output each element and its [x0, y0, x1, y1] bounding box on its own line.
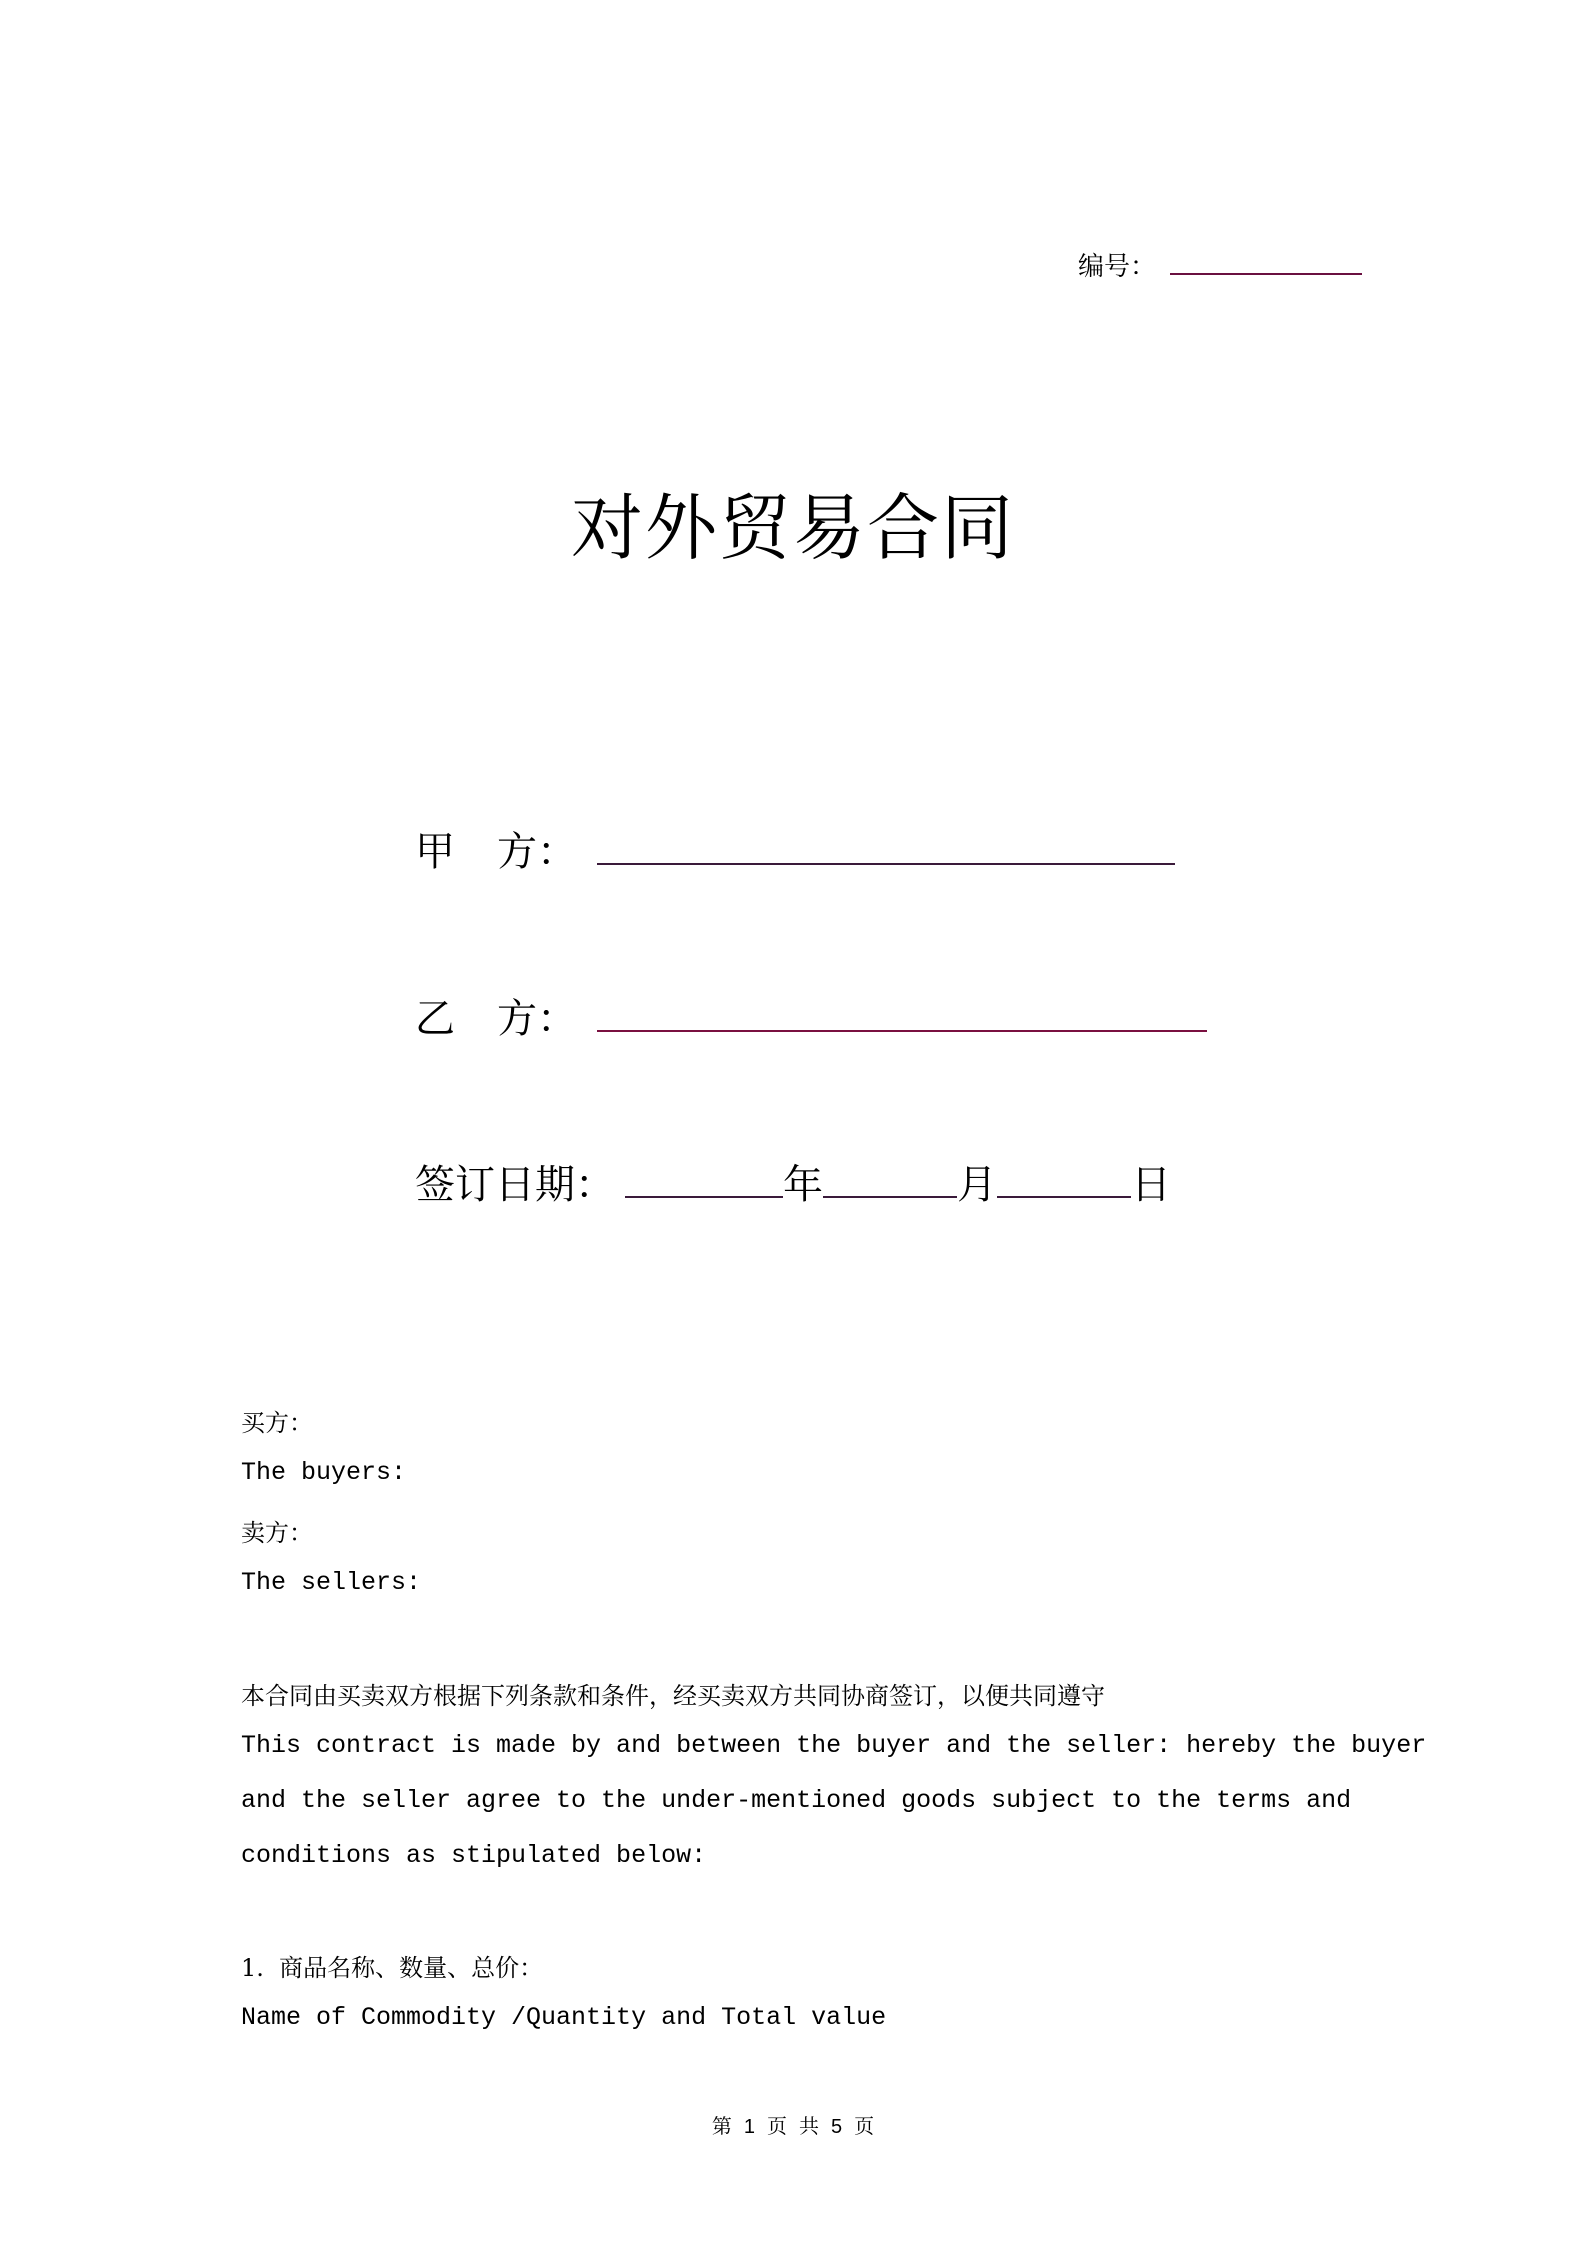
- month-label: 月: [957, 1162, 997, 1208]
- buyer-label-en: The buyers:: [241, 1458, 407, 1487]
- day-blank[interactable]: [997, 1156, 1131, 1198]
- page-prefix: 第: [711, 2116, 732, 2138]
- year-label: 年: [783, 1162, 823, 1208]
- day-label: 日: [1131, 1162, 1171, 1208]
- year-blank[interactable]: [625, 1156, 783, 1198]
- party-b-blank[interactable]: [597, 990, 1207, 1032]
- party-b-label-char: 乙: [415, 996, 455, 1042]
- intro-paragraph-en-line-1: This contract is made by and between the buyer and the seller: hereby the buyer: [241, 1731, 1427, 1760]
- document-number-label: 编号：: [1078, 252, 1157, 282]
- buyer-label-cn: 买方：: [241, 1409, 313, 1437]
- party-a-label-char: 甲: [415, 829, 455, 875]
- document-number-field: [1078, 246, 1362, 283]
- document-number-blank[interactable]: [1170, 247, 1362, 275]
- party-b-label-suffix: 方：: [497, 996, 577, 1042]
- clause-1-heading-en: Name of Commodity /Quantity and Total value: [241, 2003, 887, 2032]
- seller-label-cn: 卖方：: [241, 1519, 313, 1547]
- intro-paragraph-en-line-2: and the seller agree to the under-mentioned goods subject to the terms and: [241, 1786, 1352, 1815]
- document-title: 对外贸易合同: [570, 486, 1015, 570]
- seller-label-en: The sellers:: [241, 1568, 422, 1597]
- intro-paragraph-cn: 本合同由买卖双方根据下列条款和条件，经买卖双方共同协商签订，以便共同遵守: [241, 1682, 1105, 1710]
- month-blank[interactable]: [823, 1156, 957, 1198]
- page-mid: 页: [767, 2116, 787, 2138]
- party-a-field: [415, 820, 1175, 877]
- party-b-label: [415, 996, 577, 1042]
- intro-paragraph-en-line-3: conditions as stipulated below:: [241, 1841, 707, 1870]
- party-a-label-suffix: 方：: [497, 829, 577, 875]
- page-total-prefix: 共: [799, 2116, 819, 2138]
- party-a-blank[interactable]: [597, 823, 1175, 865]
- page-suffix: 页: [854, 2116, 875, 2138]
- clause-1-heading-cn: 1. 商品名称、数量、总价：: [241, 1954, 544, 1982]
- party-a-label: [415, 829, 577, 875]
- page-total: 5: [831, 2116, 843, 2138]
- page-current: 1: [743, 2116, 755, 2138]
- sign-date-label: 签订日期：: [415, 1162, 615, 1208]
- sign-date-field: [415, 1153, 1171, 1210]
- page-footer: [0, 2110, 1586, 2139]
- party-b-field: [415, 987, 1207, 1044]
